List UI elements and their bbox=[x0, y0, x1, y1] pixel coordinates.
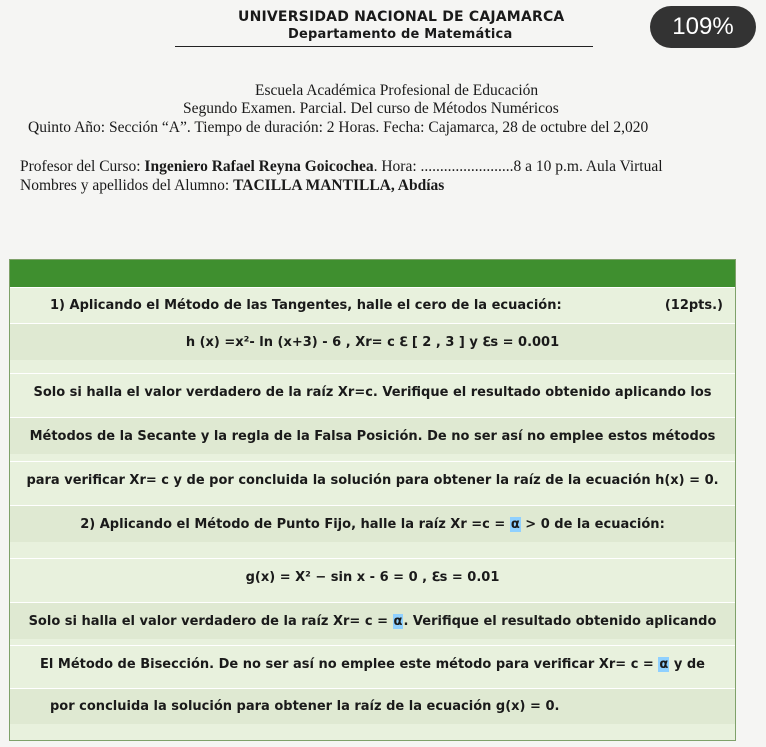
student-line bbox=[20, 177, 444, 195]
question-1-line-2-row bbox=[10, 417, 735, 454]
zoom-indicator: 109% bbox=[650, 6, 756, 48]
question-2-line-1 bbox=[29, 614, 717, 629]
question-2-line-2 bbox=[40, 657, 705, 672]
exam-line: Segundo Examen. Parcial. Del curso de Métodos Numéricos bbox=[183, 100, 559, 117]
question-2-title bbox=[80, 517, 665, 532]
question-2-line-3: por concluida la solución para obtener la raíz de la ecuación g(x) = 0. bbox=[50, 699, 560, 714]
question-2-line-1-end: . Verifique el resultado obtenido aplicando bbox=[403, 613, 717, 629]
question-2-line-2-start: El Método de Bisección. De no ser así no emplee este método para verificar Xr= c = bbox=[40, 656, 659, 672]
professor-tail: . Hora: ........................8 a 10 p.m. Aula Virtual bbox=[373, 158, 663, 175]
question-1-equation: h (x) =x²- ln (x+3) - 6 , Xr= c ℇ [ 2 , 3 ] y ℇs = 0.001 bbox=[185, 334, 560, 350]
university-name: UNIVERSIDAD NACIONAL DE CAJAMARCA bbox=[238, 9, 565, 25]
alpha-highlight: α bbox=[659, 656, 669, 672]
alpha-highlight: α bbox=[393, 613, 403, 629]
question-1-line-2: Métodos de la Secante y la regla de la Falsa Posición. De no ser así no emplee estos métodos bbox=[29, 428, 716, 444]
question-2-title-row bbox=[10, 505, 735, 542]
question-1-line-1: Solo si halla el valor verdadero de la raíz Xr=c. Verifique el resultado obtenido aplicando los bbox=[33, 384, 712, 400]
question-1-title: 1) Aplicando el Método de las Tangentes, halle el cero de la ecuación: bbox=[50, 298, 562, 313]
school-line: Escuela Académica Profesional de Educación bbox=[255, 82, 539, 99]
student-label: Nombres y apellidos del Alumno: bbox=[20, 177, 234, 194]
question-1-line-3-row bbox=[10, 461, 735, 498]
table-header-bar bbox=[10, 260, 735, 287]
student-name: TACILLA MANTILLA, Abdías bbox=[233, 177, 445, 194]
questions-table bbox=[9, 259, 736, 741]
question-2-title-start: 2) Aplicando el Método de Punto Fijo, halle la raíz Xr =c = bbox=[80, 516, 510, 532]
header-divider bbox=[175, 46, 593, 47]
department-name: Departamento de Matemática bbox=[288, 27, 513, 42]
question-1-line-1-row bbox=[10, 373, 735, 410]
question-2-line-1-start: Solo si halla el valor verdadero de la raíz Xr= c = bbox=[28, 613, 393, 629]
question-2-line-2-row bbox=[10, 645, 735, 682]
professor-name: Ingeniero Rafael Reyna Goicochea bbox=[144, 158, 374, 175]
details-line: Quinto Año: Sección “A”. Tiempo de duración: 2 Horas. Fecha: Cajamarca, 28 de octubre del 2,020 bbox=[28, 119, 649, 136]
question-1-title-row bbox=[10, 287, 735, 323]
professor-line bbox=[20, 158, 663, 176]
question-2-line-1-row bbox=[10, 602, 735, 639]
question-1-equation-row bbox=[10, 323, 735, 360]
question-1-line-3: para verificar Xr= c y de por concluida la solución para obtener la raíz de la ecuación h(x) = 0. bbox=[26, 472, 719, 488]
alpha-highlight: α bbox=[510, 516, 520, 532]
question-2-equation-row bbox=[10, 558, 735, 595]
question-2-line-2-end: y de bbox=[669, 656, 705, 672]
question-2-title-end: > 0 de la ecuación: bbox=[520, 516, 665, 532]
question-2-line-3-row bbox=[10, 688, 735, 724]
professor-label: Profesor del Curso: bbox=[20, 158, 145, 175]
question-1-points: (12pts.) bbox=[664, 298, 723, 313]
question-2-equation: g(x) = X² − sin x - 6 = 0 , ℇs = 0.01 bbox=[245, 569, 500, 585]
